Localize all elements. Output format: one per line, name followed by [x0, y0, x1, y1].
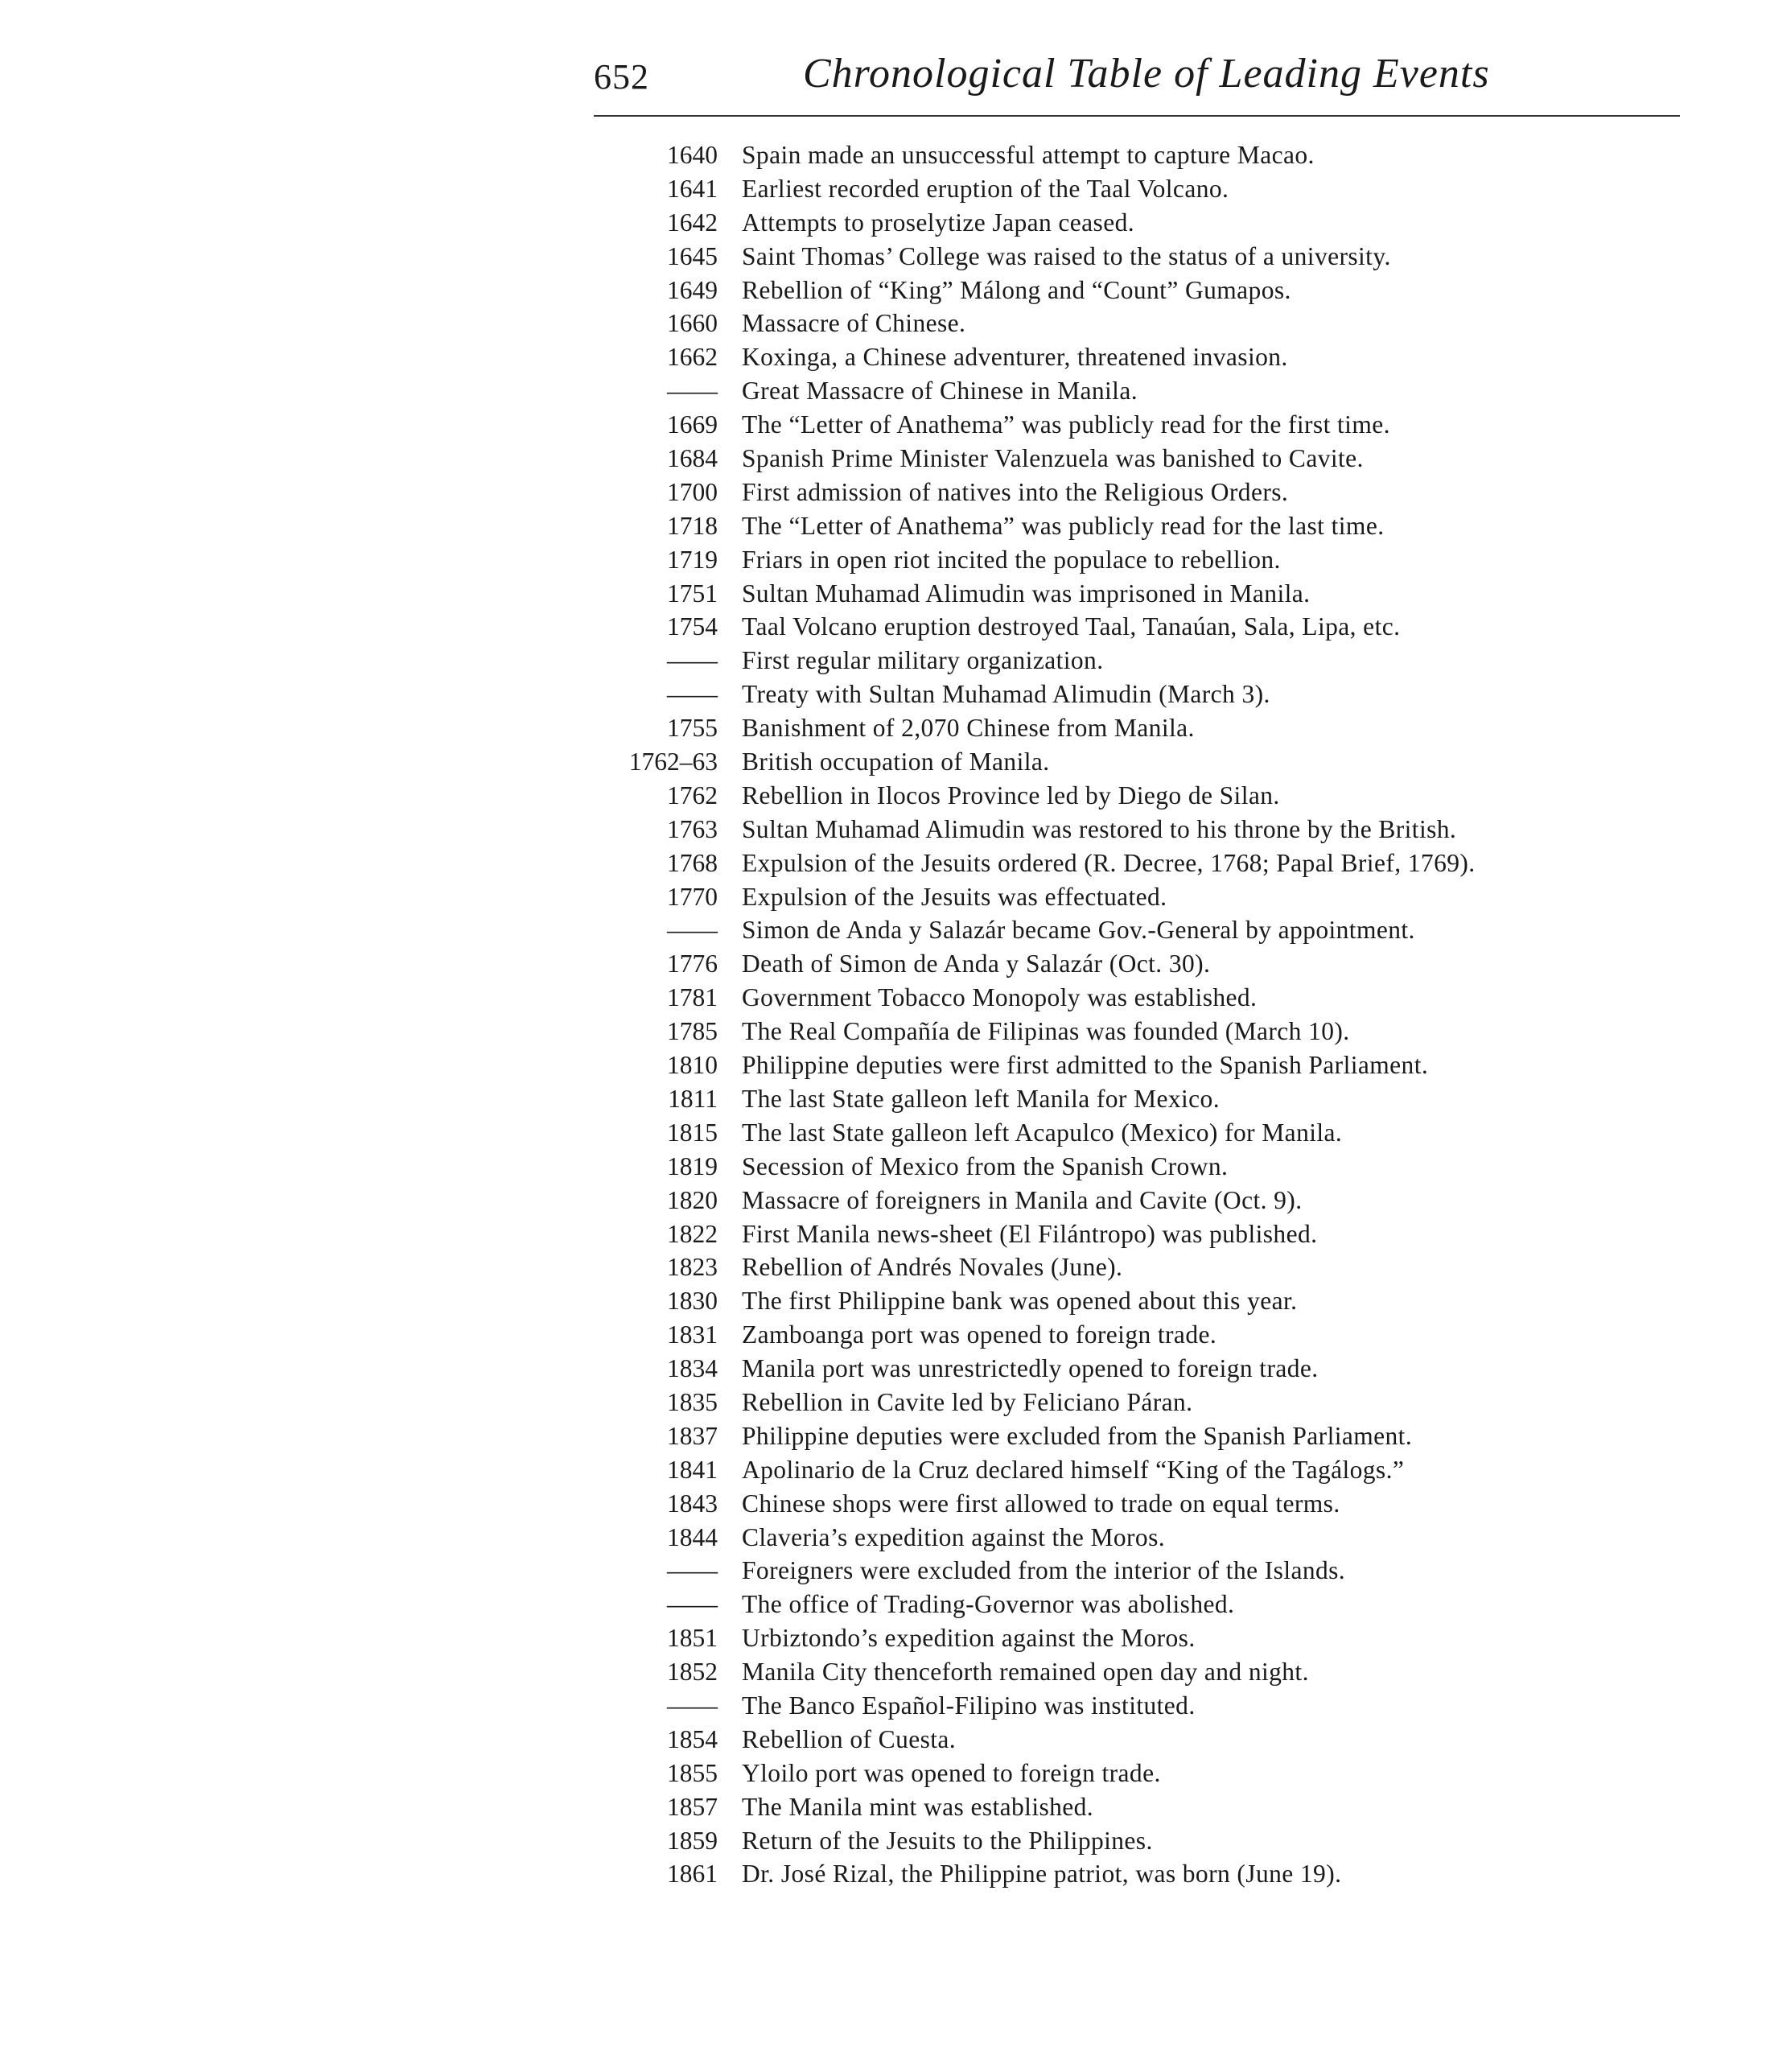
event-row — [620, 274, 1682, 307]
event-row — [620, 610, 1682, 644]
event-row — [620, 644, 1682, 678]
event-description: Earliest recorded eruption of the Taal Volcano. — [742, 174, 1229, 203]
event-description: The last State galleon left Acapulco (Mexico) for Manila. — [742, 1118, 1343, 1147]
event-year: 1837 — [667, 1421, 718, 1450]
event-description: Apolinario de la Cruz declared himself “King of the Tagálogs.” — [742, 1455, 1405, 1484]
event-year: 1819 — [667, 1151, 718, 1180]
event-description: Banishment of 2,070 Chinese from Manila. — [742, 714, 1195, 743]
event-row — [620, 1250, 1682, 1284]
running-title: Chronological Table of Leading Events — [803, 51, 1490, 97]
event-year: —— — [667, 377, 718, 406]
event-row — [620, 1015, 1682, 1048]
event-row — [620, 1857, 1682, 1891]
event-year: 1852 — [667, 1658, 718, 1687]
event-row — [620, 678, 1682, 711]
event-row — [620, 1790, 1682, 1824]
event-description: Yloilo port was opened to foreign trade. — [742, 1758, 1161, 1787]
event-description: Rebellion in Ilocos Province led by Diego de Silan. — [742, 781, 1280, 809]
event-row — [620, 543, 1682, 577]
event-row — [620, 981, 1682, 1015]
event-row — [620, 442, 1682, 476]
event-row — [620, 240, 1682, 274]
event-description: Koxinga, a Chinese adventurer, threatened invasion. — [742, 343, 1288, 372]
event-description: Spanish Prime Minister Valenzuela was banished to Cavite. — [742, 444, 1364, 473]
page-header — [594, 50, 1680, 114]
event-description: Foreigners were excluded from the interior of the Islands. — [742, 1556, 1346, 1585]
event-row — [620, 913, 1682, 947]
event-year: 1755 — [667, 714, 718, 743]
event-year: 1770 — [667, 882, 718, 911]
event-row — [620, 1487, 1682, 1521]
event-description: Dr. José Rizal, the Philippine patriot, was born (June 19). — [742, 1860, 1342, 1889]
event-description: First regular military organization. — [742, 646, 1104, 675]
event-description: The “Letter of Anathema” was publicly read for the last time. — [742, 511, 1385, 540]
event-year: 1645 — [667, 241, 718, 270]
event-row — [620, 1082, 1682, 1116]
event-row — [620, 847, 1682, 880]
event-year: 1854 — [667, 1724, 718, 1753]
event-row — [620, 745, 1682, 779]
event-description: Zamboanga port was opened to foreign trade. — [742, 1320, 1217, 1349]
event-year: 1719 — [667, 545, 718, 574]
event-description: The first Philippine bank was opened about this year. — [742, 1287, 1298, 1316]
event-description: Attempts to proselytize Japan ceased. — [742, 208, 1135, 237]
event-row — [620, 1723, 1682, 1757]
event-year: 1768 — [667, 848, 718, 877]
event-year: 1810 — [667, 1051, 718, 1080]
event-year: —— — [667, 1691, 718, 1720]
event-row — [620, 1284, 1682, 1318]
event-year: 1763 — [667, 814, 718, 843]
event-description: Return of the Jesuits to the Philippines. — [742, 1826, 1153, 1855]
event-row — [620, 172, 1682, 206]
event-description: Secession of Mexico from the Spanish Crown. — [742, 1151, 1229, 1180]
event-row — [620, 1116, 1682, 1150]
event-year: 1820 — [667, 1185, 718, 1214]
event-description: Death of Simon de Anda y Salazár (Oct. 30). — [742, 949, 1211, 978]
event-row — [620, 1554, 1682, 1588]
event-year: 1859 — [667, 1826, 718, 1855]
event-year: 1751 — [667, 579, 718, 608]
event-row — [620, 138, 1682, 172]
event-description: The office of Trading-Governor was abolished. — [742, 1590, 1235, 1619]
event-year: 1855 — [667, 1758, 718, 1787]
event-year: 1835 — [667, 1387, 718, 1416]
event-year: 1718 — [667, 511, 718, 540]
event-description: The Manila mint was established. — [742, 1792, 1094, 1821]
event-row — [620, 1386, 1682, 1419]
event-description: Expulsion of the Jesuits was effectuated. — [742, 882, 1167, 911]
event-year: 1815 — [667, 1118, 718, 1147]
event-year: 1641 — [667, 174, 718, 203]
event-row — [620, 1757, 1682, 1790]
event-description: Simon de Anda y Salazár became Gov.-General by appointment. — [742, 916, 1415, 945]
event-row — [620, 1184, 1682, 1217]
event-description: Rebellion of Cuesta. — [742, 1724, 957, 1753]
event-row — [620, 374, 1682, 408]
event-year: 1776 — [667, 949, 718, 978]
event-description: Rebellion in Cavite led by Feliciano Páran. — [742, 1387, 1193, 1416]
event-row — [620, 1150, 1682, 1184]
event-description: First Manila news-sheet (El Filántropo) was published. — [742, 1219, 1318, 1248]
event-year: 1662 — [667, 343, 718, 372]
event-row — [620, 206, 1682, 240]
event-description: Treaty with Sultan Muhamad Alimudin (March 3). — [742, 680, 1270, 709]
event-year: 1660 — [667, 309, 718, 338]
event-year: 1640 — [667, 141, 718, 169]
event-description: The Real Compañía de Filipinas was founded (March 10). — [742, 1017, 1350, 1046]
event-description: The last State galleon left Manila for Mexico. — [742, 1084, 1220, 1113]
event-description: The Banco Español-Filipino was instituted. — [742, 1691, 1196, 1720]
event-row — [620, 1453, 1682, 1487]
event-row — [620, 1588, 1682, 1621]
event-row — [620, 1521, 1682, 1555]
event-year: —— — [667, 1590, 718, 1619]
event-year: 1649 — [667, 275, 718, 304]
event-description: Spain made an unsuccessful attempt to capture Macao. — [742, 141, 1315, 169]
event-description: Massacre of Chinese. — [742, 309, 966, 338]
event-description: Philippine deputies were first admitted to the Spanish Parliament. — [742, 1051, 1429, 1080]
event-description: Rebellion of “King” Málong and “Count” Gumapos. — [742, 275, 1291, 304]
event-description: British occupation of Manila. — [742, 748, 1050, 776]
event-row — [620, 711, 1682, 745]
event-description: Rebellion of Andrés Novales (June). — [742, 1253, 1123, 1282]
event-description: The “Letter of Anathema” was publicly read for the first time. — [742, 410, 1390, 439]
event-row — [620, 408, 1682, 442]
event-row — [620, 1419, 1682, 1453]
event-row — [620, 947, 1682, 981]
event-row — [620, 1689, 1682, 1723]
event-year: 1844 — [667, 1522, 718, 1551]
event-description: Sultan Muhamad Alimudin was imprisoned in Manila. — [742, 579, 1311, 608]
header-rule — [594, 115, 1680, 117]
event-row — [620, 1217, 1682, 1251]
event-row — [620, 1621, 1682, 1655]
event-year: —— — [667, 1556, 718, 1585]
event-description: Manila port was unrestrictedly opened to foreign trade. — [742, 1354, 1319, 1383]
event-row — [620, 779, 1682, 813]
event-year: 1823 — [667, 1253, 718, 1282]
event-year: 1700 — [667, 477, 718, 506]
event-year: 1861 — [667, 1860, 718, 1889]
event-description: Friars in open riot incited the populace to rebellion. — [742, 545, 1281, 574]
event-year: 1841 — [667, 1455, 718, 1484]
event-description: Taal Volcano eruption destroyed Taal, Tanaúan, Sala, Lipa, etc. — [742, 612, 1401, 641]
event-row — [620, 509, 1682, 543]
event-row — [620, 340, 1682, 374]
event-row — [620, 1318, 1682, 1352]
event-year: 1831 — [667, 1320, 718, 1349]
event-row — [620, 1352, 1682, 1386]
event-year: 1669 — [667, 410, 718, 439]
event-year: 1811 — [668, 1084, 718, 1113]
event-row — [620, 1824, 1682, 1858]
event-row — [620, 880, 1682, 914]
event-year: 1857 — [667, 1792, 718, 1821]
event-year: 1684 — [667, 444, 718, 473]
event-description: Chinese shops were first allowed to trade on equal terms. — [742, 1489, 1340, 1518]
event-year: 1762 — [667, 781, 718, 809]
event-year: 1830 — [667, 1287, 718, 1316]
event-row — [620, 577, 1682, 611]
event-description: Claveria’s expedition against the Moros. — [742, 1522, 1166, 1551]
event-description: Manila City thenceforth remained open day and night. — [742, 1658, 1309, 1687]
event-description: Saint Thomas’ College was raised to the status of a university. — [742, 241, 1391, 270]
chronology-list — [620, 138, 1682, 1891]
event-description: Government Tobacco Monopoly was established. — [742, 983, 1258, 1012]
event-description: First admission of natives into the Religious Orders. — [742, 477, 1289, 506]
event-description: Sultan Muhamad Alimudin was restored to his throne by the British. — [742, 814, 1457, 843]
event-year: 1834 — [667, 1354, 718, 1383]
event-description: Philippine deputies were excluded from the Spanish Parliament. — [742, 1421, 1413, 1450]
event-row — [620, 1048, 1682, 1082]
event-description: Expulsion of the Jesuits ordered (R. Decree, 1768; Papal Brief, 1769). — [742, 848, 1476, 877]
event-row — [620, 813, 1682, 847]
event-row — [620, 1655, 1682, 1689]
event-description: Urbiztondo’s expedition against the Moros. — [742, 1624, 1196, 1653]
event-year: 1781 — [667, 983, 718, 1012]
page-number: 652 — [594, 57, 649, 97]
event-description: Great Massacre of Chinese in Manila. — [742, 377, 1138, 406]
event-row — [620, 476, 1682, 509]
event-year: —— — [667, 916, 718, 945]
event-year: 1762–63 — [628, 748, 718, 776]
event-description: Massacre of foreigners in Manila and Cavite (Oct. 9). — [742, 1185, 1303, 1214]
event-year: 1822 — [667, 1219, 718, 1248]
event-year: —— — [667, 680, 718, 709]
event-year: 1851 — [667, 1624, 718, 1653]
event-year: 1642 — [667, 208, 718, 237]
event-year: 1754 — [667, 612, 718, 641]
event-year: —— — [667, 646, 718, 675]
event-row — [620, 307, 1682, 340]
event-year: 1785 — [667, 1017, 718, 1046]
event-year: 1843 — [667, 1489, 718, 1518]
